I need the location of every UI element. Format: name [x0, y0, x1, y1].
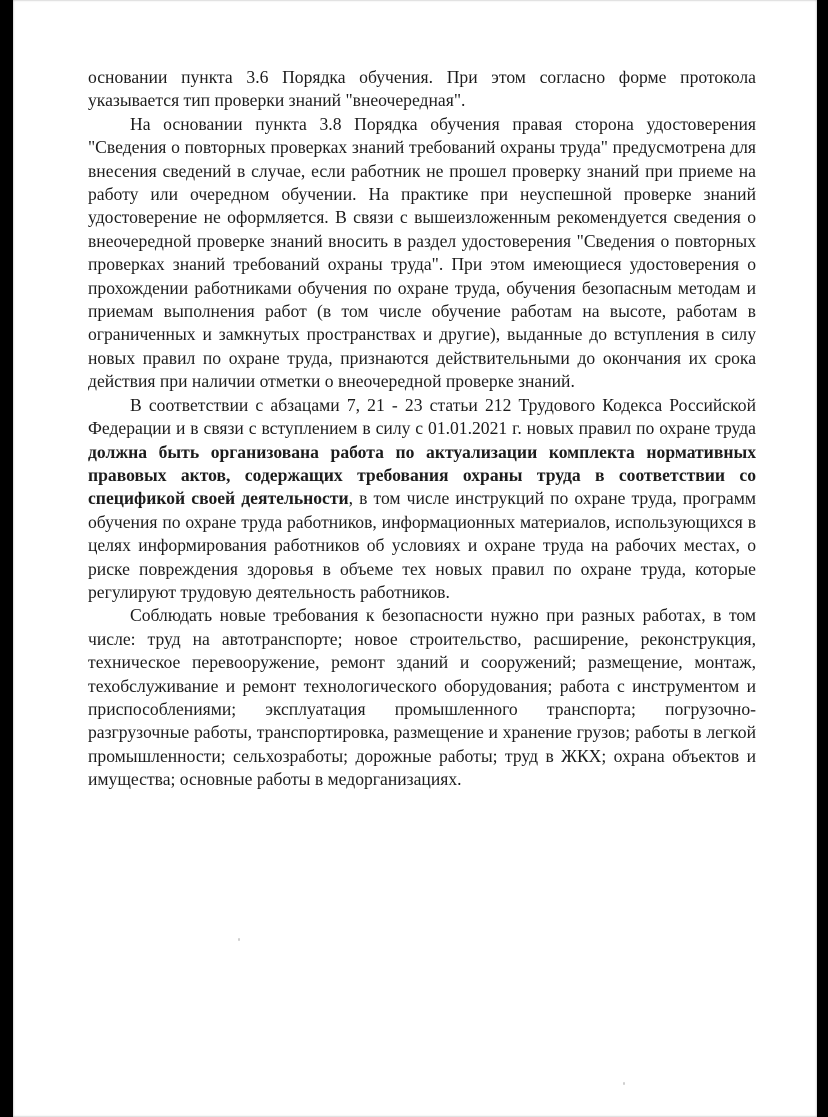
- scan-speck: [238, 938, 240, 941]
- paragraph-3-bold: должна быть организована работа по актуализации комплекта нормативных правовых актов, содержащих требования охраны труда в соответствии со спецификой своей деятельности: [88, 441, 756, 509]
- paragraph-3-start: В соответствии с абзацами 7, 21 - 23 статьи 212 Трудового Кодекса Российской Федерации и в связи с вступлением в силу с 01.01.2021 г. новых правил по охране труда: [88, 394, 756, 439]
- paragraph-3-end: , в том числе инструкций по охране труда, программ обучения по охране труда работников, информационных материалов, использующихся в целях информирования работников об условиях и охране труда на рабочих местах, о риске повреждения здоровья в объеме тех новых правил по охране труда, которые регулируют трудовую деятельность работников.: [88, 488, 756, 602]
- document-body: [88, 66, 756, 792]
- paragraph-3: [88, 394, 756, 605]
- paragraph-2: На основании пункта 3.8 Порядка обучения правая сторона удостоверения "Сведения о повторных проверках знаний требований охраны труда" предусмотрена для внесения сведений в случае, если работник не прошел проверку знаний при приеме на работу или очередном обучении. На практике при неуспешной проверке знаний удостоверение не оформляется. В связи с вышеизложенным рекомендуется сведения о внеочередной проверке знаний вносить в раздел удостоверения "Сведения о повторных проверках знаний требований охраны труда". При этом имеющиеся удостоверения о прохождении работниками обучения по охране труда, обучения безопасным методам и приемам выполнения работ (в том числе обучение работам на высоте, работам в ограниченных и замкнутых пространствах и другие), выданные до вступления в силу новых правил по охране труда, признаются действительными до окончания их срока действия при наличии отметки о внеочередной проверке знаний.: [88, 113, 756, 392]
- scan-speck: [623, 1082, 625, 1085]
- paragraph-1: основании пункта 3.6 Порядка обучения. При этом согласно форме протокола указывается тип проверки знаний "внеочередная".: [88, 67, 756, 111]
- paragraph-4: Соблюдать новые требования к безопасности нужно при разных работах, в том числе: труд на автотранспорте; новое строительство, расширение, реконструкция, техническое перевооружение, ремонт зданий и сооружений; размещение, монтаж, техобслуживание и ремонт технологического оборудования; работа с инструментом и приспособлениями; эксплуатация промышленного транспорта; погрузочно-разгрузочные работы, транспортировка, размещение и хранение грузов; работы в легкой промышленности; сельхозработы; дорожные работы; труд в ЖКХ; охрана объектов и имущества; основные работы в медорганизациях.: [88, 605, 756, 790]
